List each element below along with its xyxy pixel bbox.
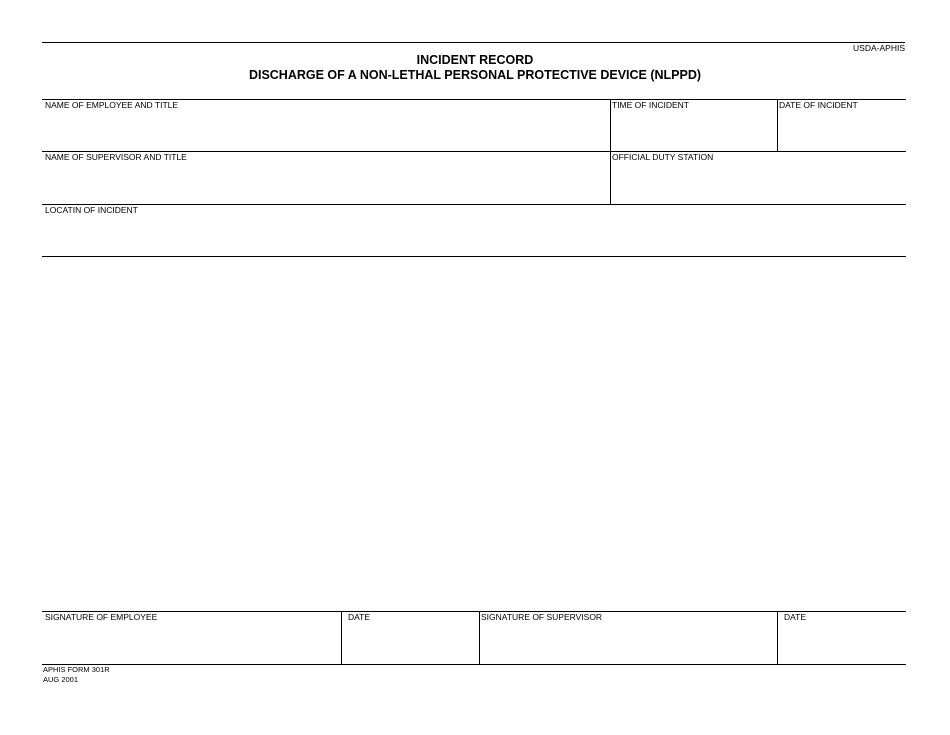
- employee-signature-label: SIGNATURE OF EMPLOYEE: [45, 612, 158, 622]
- signature-bottom-rule: [42, 664, 906, 665]
- supervisor-date-field[interactable]: [778, 612, 906, 664]
- location-label: LOCATIN OF INCIDENT: [45, 205, 138, 215]
- date-of-incident-label: DATE OF INCIDENT: [779, 100, 858, 110]
- form-title: INCIDENT RECORD: [416, 53, 534, 67]
- supervisor-date-label: DATE: [784, 612, 807, 622]
- narrative-area[interactable]: [42, 257, 906, 611]
- time-of-incident-field[interactable]: [611, 100, 777, 151]
- supervisor-signature-label: SIGNATURE OF SUPERVISOR: [481, 612, 603, 622]
- duty-station-field[interactable]: [611, 152, 906, 204]
- form-subtitle: DISCHARGE OF A NON-LETHAL PERSONAL PROTECTIVE DEVICE (NLPPD): [248, 68, 702, 82]
- employee-signature-field[interactable]: [42, 612, 341, 664]
- agency-label: USDA-APHIS: [853, 43, 905, 53]
- date-of-incident-field[interactable]: [778, 100, 906, 151]
- supervisor-signature-field[interactable]: [480, 612, 777, 664]
- employee-name-label: NAME OF EMPLOYEE AND TITLE: [45, 100, 179, 110]
- form-date: AUG 2001: [43, 675, 79, 684]
- supervisor-name-field[interactable]: [42, 152, 610, 204]
- time-of-incident-label: TIME OF INCIDENT: [612, 100, 689, 110]
- employee-date-field[interactable]: [342, 612, 479, 664]
- location-field[interactable]: [42, 205, 906, 256]
- employee-name-field[interactable]: [42, 100, 610, 151]
- top-rule: [42, 42, 905, 43]
- employee-date-label: DATE: [348, 612, 371, 622]
- form-number: APHIS FORM 301R: [43, 665, 110, 674]
- duty-station-label: OFFICIAL DUTY STATION: [612, 152, 714, 162]
- supervisor-name-label: NAME OF SUPERVISOR AND TITLE: [45, 152, 187, 162]
